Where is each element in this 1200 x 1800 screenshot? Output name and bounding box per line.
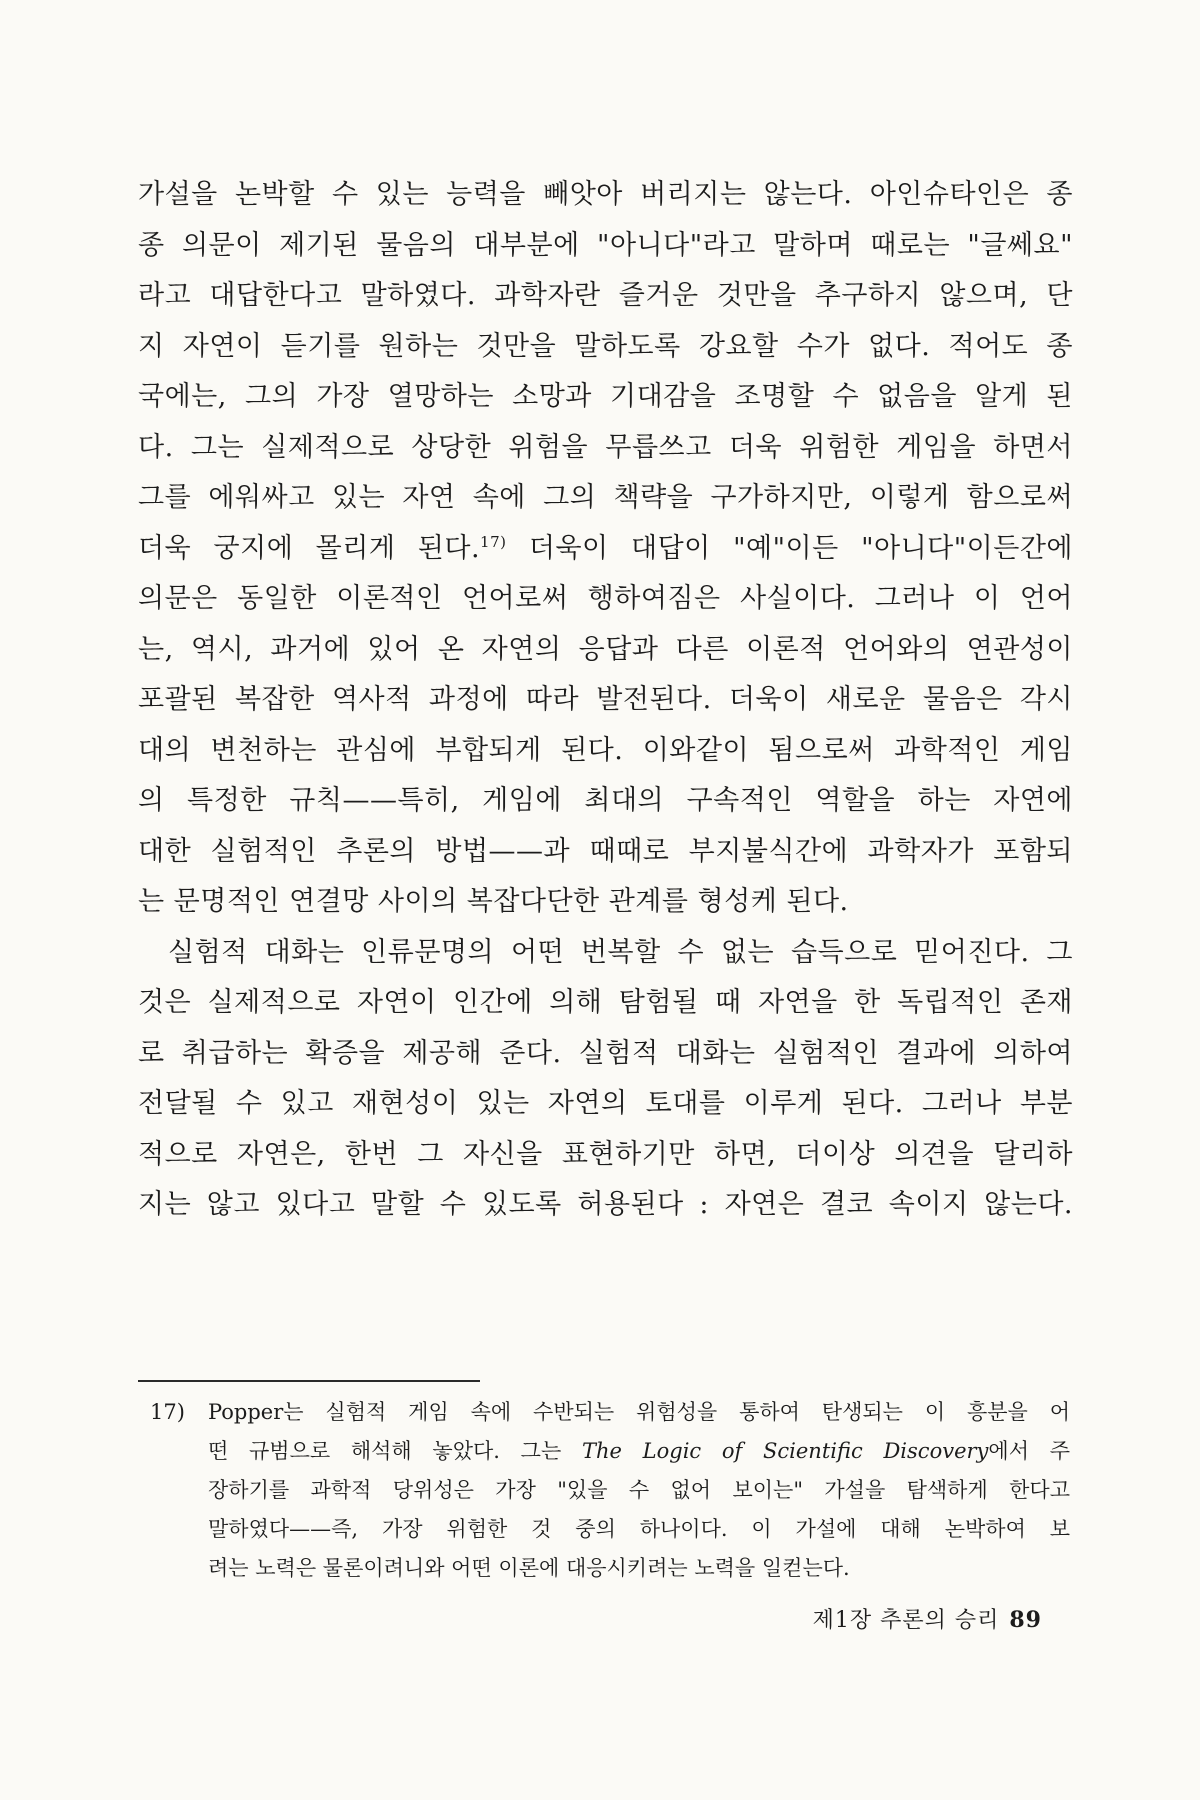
footnote-number: 17): [150, 1400, 185, 1424]
footnote-line-with-title: [208, 1432, 1070, 1471]
text-line: 적으로 자연은, 한번 그 자신을 표현하기만 하면, 더이상 의견을 달리하: [138, 1138, 1073, 1170]
footnote-body: [208, 1393, 1070, 1588]
footnote-entry: [150, 1393, 1070, 1588]
text-line: 것은 실제적으로 자연이 인간에 의해 탐험될 때 자연을 한 독립적인 존재: [138, 987, 1073, 1018]
footnote-line: 려는 노력은 물론이려니와 어떤 이론에 대응시키려는 노력을 일컫는다.: [208, 1556, 850, 1580]
text-fragment: 더욱이 대답이 "예"이든 "아니다"이든간에: [506, 532, 1073, 564]
text-line: 다. 그는 실제적으로 상당한 위험을 무릅쓰고 더욱 위험한 게임을 하면서: [138, 431, 1073, 463]
paragraph-2: [138, 928, 1073, 1231]
chapter-title: 제1장 추론의 승리: [812, 1608, 1000, 1633]
text-line: 국에는, 그의 가장 열망하는 소망과 기대감을 조명할 수 없음을 알게 된: [138, 381, 1073, 412]
text-fragment: 더욱 궁지에 몰리게 된다.: [138, 532, 481, 564]
text-line: 종 의문이 제기된 물음의 대부분에 "아니다"라고 말하며 때로는 "글쎄요": [138, 229, 1073, 261]
text-line-with-footnote-ref: [138, 524, 1073, 575]
text-line: 는 문명적인 연결망 사이의 복잡다단한 관계를 형성케 된다.: [138, 886, 849, 917]
text-line: 대의 변천하는 관심에 부합되게 된다. 이와같이 됨으로써 과학적인 게임: [138, 734, 1073, 766]
text-fragment: 떤 규범으로 해석해 놓았다. 그는: [208, 1439, 582, 1463]
footnote-reference[interactable]: 17): [480, 532, 507, 551]
running-footer: [813, 1603, 1042, 1634]
text-line: 로 취급하는 확증을 제공해 준다. 실험적 대화는 실험적인 결과에 의하여: [138, 1037, 1073, 1069]
footnote-line: 장하기를 과학적 당위성은 가장 "있을 수 없어 보이는" 가설을 탐색하게 한다고: [208, 1478, 1070, 1502]
text-fragment: 에서 주: [988, 1439, 1070, 1463]
text-line: 의문은 동일한 이론적인 언어로써 행하여짐은 사실이다. 그러나 이 언어: [138, 583, 1073, 614]
footnote-separator-rule: [138, 1380, 480, 1382]
text-line: 그를 에워싸고 있는 자연 속에 그의 책략을 구가하지만, 이렇게 함으로써: [138, 482, 1073, 513]
text-line: 라고 대답한다고 말하였다. 과학자란 즐거운 것만을 추구하지 않으며, 단: [138, 280, 1073, 311]
paragraph-1: [138, 170, 1073, 928]
text-line: 전달될 수 있고 재현성이 있는 자연의 토대를 이루게 된다. 그러나 부분: [138, 1088, 1073, 1119]
text-line: 실험적 대화는 인류문명의 어떤 번복할 수 없는 습득으로 믿어진다. 그: [168, 936, 1073, 968]
text-line: 지는 않고 있다고 말할 수 있도록 허용된다 : 자연은 결코 속이지 않는다.: [138, 1189, 1073, 1220]
body-text: [138, 170, 1073, 1231]
text-line: 대한 실험적인 추론의 방법——과 때때로 부지불식간에 과학자가 포함되: [138, 835, 1073, 867]
text-line: 지 자연이 듣기를 원하는 것만을 말하도록 강요할 수가 없다. 적어도 종: [138, 330, 1073, 362]
text-line: 포괄된 복잡한 역사적 과정에 따라 발전된다. 더욱이 새로운 물음은 각시: [138, 684, 1073, 715]
footnote-line: 말하였다——즉, 가장 위험한 것 중의 하나이다. 이 가설에 대해 논박하여 보: [208, 1517, 1070, 1541]
text-line: 가설을 논박할 수 있는 능력을 빼앗아 버리지는 않는다. 아인슈타인은 종: [138, 179, 1073, 210]
footnote: [150, 1393, 1070, 1588]
footnote-line: Popper는 실험적 게임 속에 수반되는 위험성을 통하여 탄생되는 이 흥분을 어: [208, 1400, 1070, 1424]
text-line: 는, 역시, 과거에 있어 온 자연의 응답과 다른 이론적 언어와의 연관성이: [138, 633, 1073, 665]
book-title: The Logic of Scientific Discovery: [581, 1439, 989, 1463]
page-number: 89: [1009, 1607, 1042, 1633]
text-line: 의 특정한 규칙——특히, 게임에 최대의 구속적인 역할을 하는 자연에: [138, 785, 1073, 816]
